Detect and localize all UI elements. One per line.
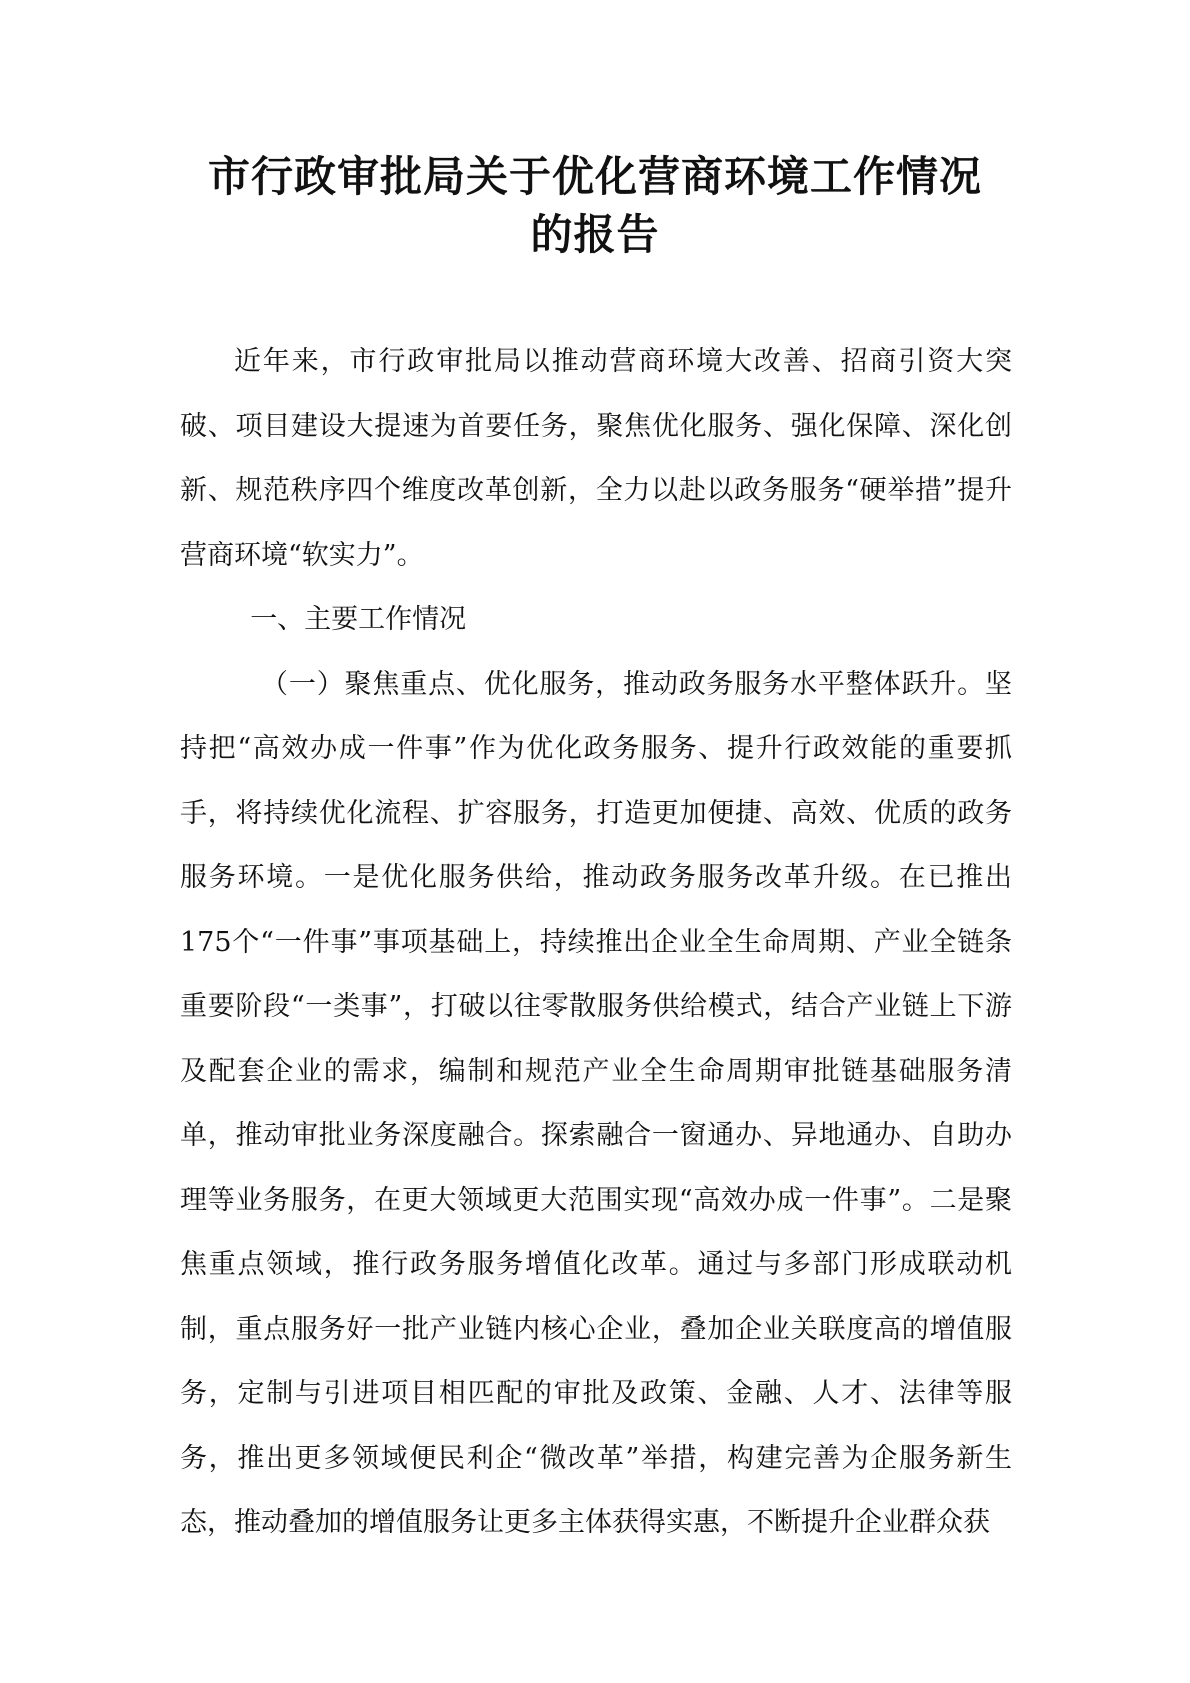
document-title [160, 148, 1030, 264]
document-title-line-1: 市行政审批局关于优化营商环境工作情况 [207, 152, 982, 201]
section-heading: 一、主要工作情况 [250, 604, 467, 635]
document-body [180, 330, 1012, 1556]
intro-paragraph: 近年来，市行政审批局以推动营商环境大改善、招商引资大突破、项目建设大提速为首要任务，聚焦优化服务、强化保障、深化创新、规范秩序四个维度改革创新，全力以赴以政务服务“硬举措”提升营商环境“软实力”。 [180, 346, 1012, 571]
document-title-line-2: 的报告 [530, 210, 660, 259]
subsection-paragraph: （一）聚焦重点、优化服务，推动政务服务水平整体跃升。坚持把“高效办成一件事”作为优化政务服务、提升行政效能的重要抓手，将持续优化流程、扩容服务，打造更加便捷、高效、优质的政务服务环境。一是优化服务供给，推动政务服务改革升级。在已推出175个“一件事”事项基础上，持续推出企业全生命周期、产业全链条重要阶段“一类事”，打破以往零散服务供给模式，结合产业链上下游及配套企业的需求，编制和规范产业全生命周期审批链基础服务清单，推动审批业务深度融合。探索融合一窗通办、异地通办、自助办理等业务服务，在更大领域更大范围实现“高效办成一件事”。二是聚焦重点领域，推行政务服务增值化改革。通过与多部门形成联动机制，重点服务好一批产业链内核心企业，叠加企业关联度高的增值服务，定制与引进项目相匹配的审批及政策、金融、人才、法律等服务，推出更多领域便民利企“微改革”举措，构建完善为企服务新生态，推动叠加的增值服务让更多主体获得实惠，不断提升企业群众获 [180, 668, 1012, 1538]
